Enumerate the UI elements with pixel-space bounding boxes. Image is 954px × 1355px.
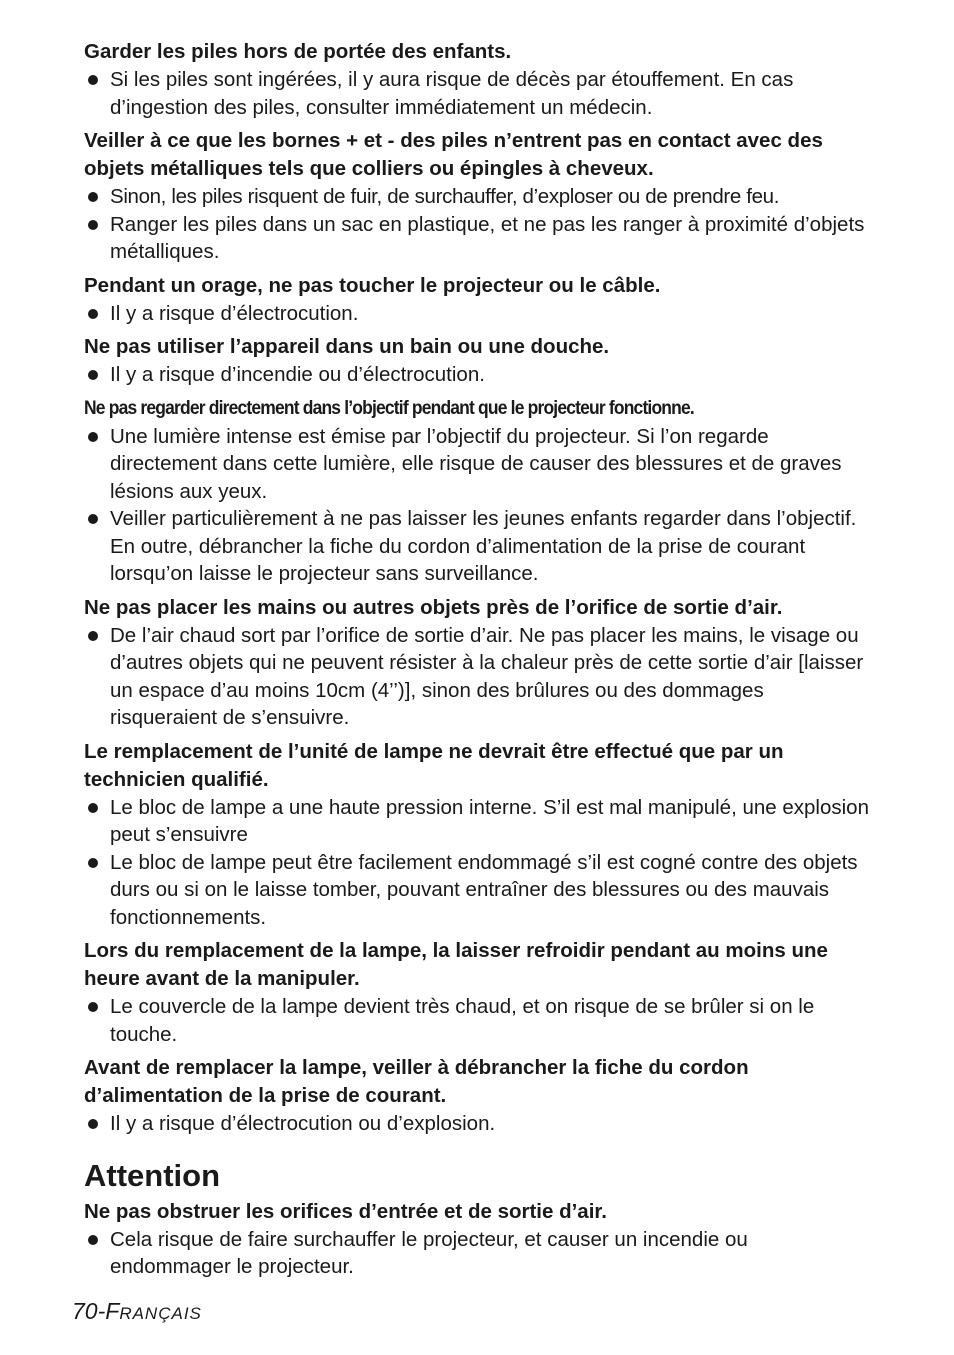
bullet-dot-icon bbox=[88, 432, 98, 442]
bullet-text: Le bloc de lampe a une haute pression interne. S’il est mal manipulé, une explosion peut s’ensuivre bbox=[110, 795, 869, 846]
section-heading: Ne pas utiliser l’appareil dans un bain ou une douche. bbox=[84, 335, 610, 358]
bullet-list bbox=[84, 300, 874, 328]
bullet-text: Si les piles sont ingérées, il y aura risque de décès par étouffement. En cas d’ingestion des piles, consulter immédiatement un médecin. bbox=[110, 68, 794, 119]
footer-language-initial: F bbox=[105, 1298, 120, 1324]
page-footer bbox=[72, 1298, 202, 1325]
bullet-item bbox=[84, 211, 874, 266]
bullet-text: De l’air chaud sort par l’orifice de sortie d’air. Ne pas placer les mains, le visage ou d’autres objets qui ne peuvent résister à la chaleur près de cette sortie d’air [laisser un espace d’au moins 10cm (4’’)], sinon des brûlures ou des dommages risqueraient de s’ensuivre. bbox=[110, 623, 864, 729]
warning-sections bbox=[84, 38, 874, 1138]
bullet-dot-icon bbox=[88, 1119, 98, 1129]
bullet-dot-icon bbox=[88, 514, 98, 524]
bullet-dot-icon bbox=[88, 858, 98, 868]
bullet-list bbox=[84, 993, 874, 1048]
section-heading: Ne pas placer les mains ou autres objets près de l’orifice de sortie d’air. bbox=[84, 595, 783, 619]
bullet-text: Cela risque de faire surchauffer le projecteur, et causer un incendie ou endommager le projecteur. bbox=[110, 1227, 748, 1278]
bullet-item bbox=[84, 1110, 874, 1138]
section-heading: Avant de remplacer la lampe, veiller à débrancher la fiche du cordon d’alimentation de la prise de courant. bbox=[84, 1056, 749, 1107]
bullet-text: Il y a risque d’électrocution ou d’explosion. bbox=[110, 1112, 496, 1135]
section-heading: Le remplacement de l’unité de lampe ne devrait être effectué que par un technicien qualifié. bbox=[84, 739, 784, 791]
warning-section bbox=[84, 594, 874, 732]
bullet-item bbox=[84, 300, 874, 328]
bullet-dot-icon bbox=[88, 370, 98, 380]
bullet-dot-icon bbox=[88, 75, 98, 85]
warning-section bbox=[84, 272, 874, 328]
section-heading: Veiller à ce que les bornes + et - des piles n’entrent pas en contact avec des objets métalliques tels que colliers ou épingles à cheveux. bbox=[84, 129, 823, 180]
page-number: 70- bbox=[72, 1298, 106, 1324]
bullet-list bbox=[84, 183, 874, 266]
bullet-text: Il y a risque d’électrocution. bbox=[110, 301, 359, 325]
bullet-dot-icon bbox=[88, 309, 98, 319]
bullet-list bbox=[84, 361, 874, 389]
bullet-item bbox=[84, 361, 874, 389]
bullet-text: Il y a risque d’incendie ou d’électrocution. bbox=[110, 363, 485, 386]
warning-section bbox=[84, 738, 874, 932]
bullet-text: Le couvercle de la lampe devient très chaud, et on risque de se brûler si on le touche. bbox=[110, 995, 815, 1046]
section-heading: Garder les piles hors de portée des enfants. bbox=[84, 40, 512, 63]
bullet-list bbox=[84, 622, 874, 732]
bullet-list bbox=[84, 794, 874, 932]
section-heading: Pendant un orage, ne pas toucher le projecteur ou le câble. bbox=[84, 273, 661, 297]
bullet-item bbox=[84, 849, 874, 932]
bullet-item bbox=[84, 505, 874, 588]
bullet-list bbox=[84, 66, 874, 121]
section-heading: Ne pas regarder directement dans l’objectif pendant que le projecteur fonctionne. bbox=[84, 397, 694, 419]
bullet-list bbox=[84, 1110, 874, 1138]
bullet-item bbox=[84, 622, 874, 732]
bullet-item bbox=[84, 794, 874, 849]
bullet-item bbox=[84, 423, 874, 506]
bullet-item bbox=[84, 183, 874, 211]
bullet-text: Sinon, les piles risquent de fuir, de surchauffer, d’exploser ou de prendre feu. bbox=[110, 185, 780, 208]
warning-section bbox=[84, 1054, 874, 1138]
bullet-text: Une lumière intense est émise par l’objectif du projecteur. Si l’on regarde directement dans cette lumière, elle risque de causer des blessures et de graves lésions aux yeux. bbox=[110, 424, 842, 503]
attention-section bbox=[84, 1198, 874, 1281]
bullet-text: Veiller particulièrement à ne pas laisser les jeunes enfants regarder dans l’objectif. En outre, débrancher la fiche du cordon d’alimentation de la prise de courant lorsqu’on laisse le projecteur sans surveillance. bbox=[110, 507, 857, 585]
page-content bbox=[84, 38, 874, 1281]
attention-heading: Ne pas obstruer les orifices d’entrée et de sortie d’air. bbox=[84, 1199, 607, 1223]
bullet-dot-icon bbox=[88, 220, 98, 230]
attention-title: Attention bbox=[84, 1157, 221, 1193]
bullet-list bbox=[84, 423, 874, 588]
bullet-dot-icon bbox=[88, 192, 98, 202]
warning-section bbox=[84, 38, 874, 121]
bullet-item bbox=[84, 993, 874, 1048]
warning-section bbox=[84, 127, 874, 266]
bullet-dot-icon bbox=[88, 803, 98, 813]
bullet-text: Le bloc de lampe peut être facilement endommagé s’il est cogné contre des objets durs ou si on le laisse tomber, pouvant entraîner des blessures ou des mauvais fonctionnements. bbox=[110, 850, 858, 929]
footer-language-rest: RANÇAIS bbox=[119, 1304, 202, 1323]
warning-section bbox=[84, 937, 874, 1048]
bullet-dot-icon bbox=[88, 631, 98, 641]
section-heading: Lors du remplacement de la lampe, la laisser refroidir pendant au moins une heure avant de la manipuler. bbox=[84, 939, 828, 990]
attention-bullet-list bbox=[84, 1226, 874, 1281]
warning-section bbox=[84, 395, 874, 588]
warning-section bbox=[84, 333, 874, 389]
bullet-item bbox=[84, 66, 874, 121]
bullet-dot-icon bbox=[88, 1235, 98, 1245]
bullet-text: Ranger les piles dans un sac en plastique, et ne pas les ranger à proximité d’objets métalliques. bbox=[110, 212, 865, 263]
bullet-item bbox=[84, 1226, 874, 1281]
bullet-dot-icon bbox=[88, 1002, 98, 1012]
